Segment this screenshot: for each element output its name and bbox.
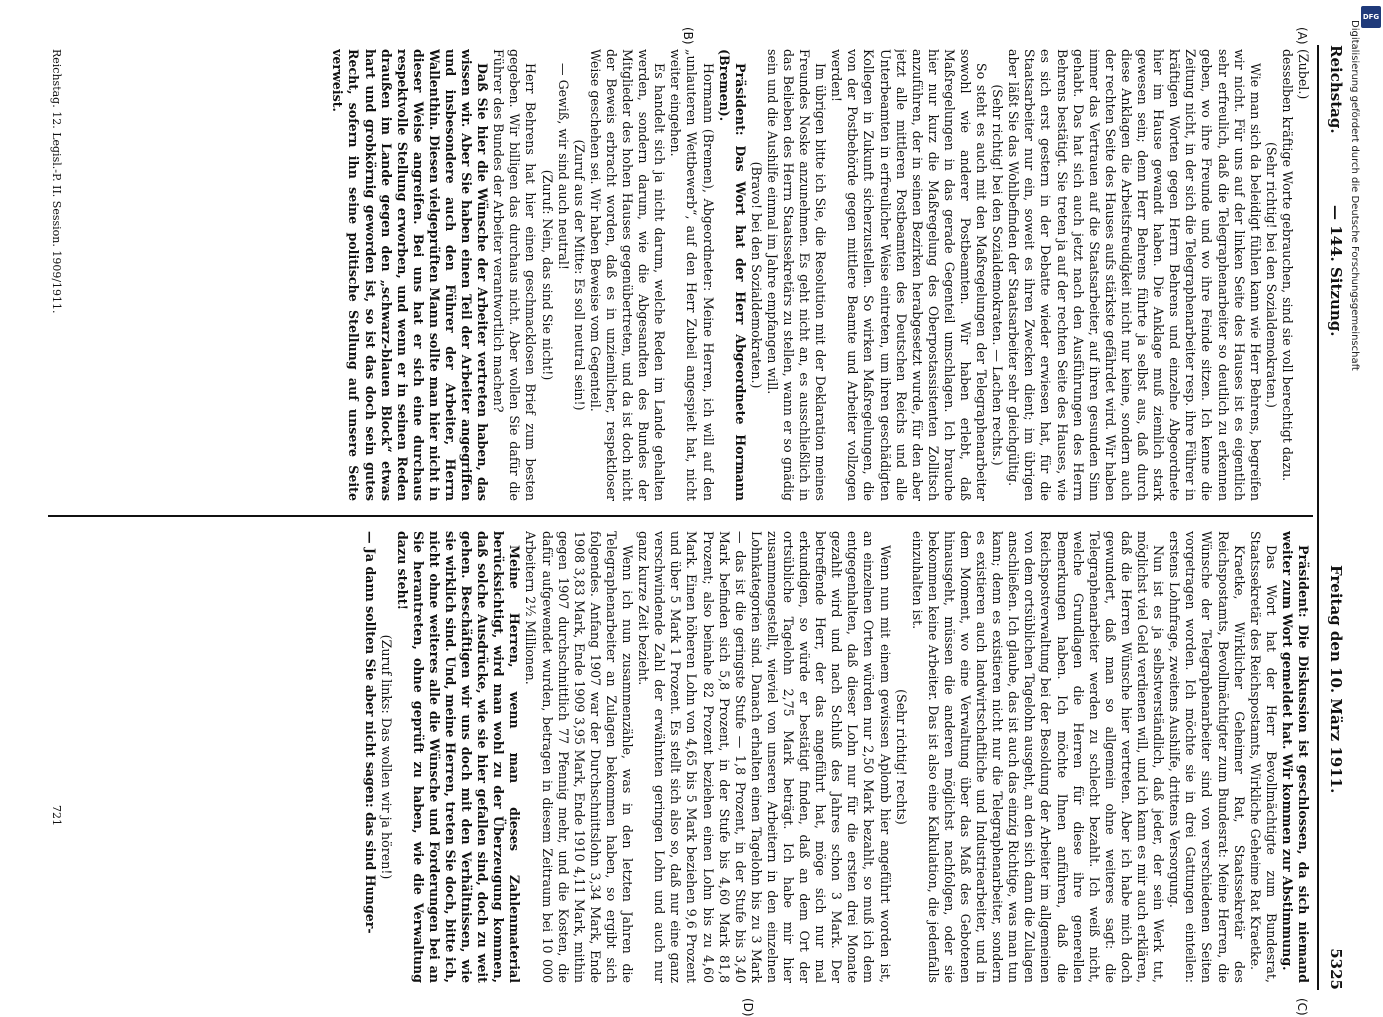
paragraph: Nun ist es ja selbstverständlich, daß jeder, der sein Werk tut, möglichst viel Geld verdienen will, und ich kann es mir auch erklären, daß die Herren Wünsche hier vertreten. Aber ich habe mich doch gewundert, daß man so allgemein ohne weiteres sagt: die Telegraphenarbeiter werden zu schlecht bezahlt. Ich weiß nicht, welche Grundlagen die Herren für diese ihre generellen Bemerkungen haben. Ich möchte Ihnen anführen, daß die Reichspostverwaltung bei der Besoldung der Arbeiter im allgemeinen von dem ortsüblichen Tagelohn ausgeht, an den sich dann die Zulagen anschließen. Ich glaube, das ist auch das einzig Richtige, was man tun kann; denn es existieren nicht nur die Telegraphenarbeiter, sondern es existieren auch landwirtschaftliche und Industriearbeiter, und in dem Moment, wo eine Verwaltung über das Maß des Gebotenen hinausgeht, müssen die anderen möglichst nachfolgen, oder sie bekommen keine Arbeiter. Das ist also eine Kalkulation, die jedenfalls einzuhalten ist. — [909, 531, 1167, 983]
header-rule — [1317, 45, 1319, 990]
interjection: (Zuruf: Nein, das sind Sie nicht!) — [539, 169, 555, 381]
paragraph: Wie man sich da beleidigt fühlen kann wie Herr Behrens, begreifen wir nicht. Für uns auf der linken Seite des Hauses ist es eigentlich sehr erfreulich, daß die Telegraphenarbeiter so deutlich zu erkennen geben, wo ihre Freunde und wo ihre Feinde sitzen. Ich kenne die Zeitung nicht, in der sich die Telegraphenarbeiter resp. ihre Führer in kräftigen Worten gegen Herrn Behrens und einzelne Abgeordnete hier im Hause gewandt haben. Die Anklage muß ziemlich stark gewesen sein; denn Herr Behrens führte ja selbst aus, daß durch diese Anklagen die Arbeitsfreudigkeit nicht nur keine, sondern auch der rechten Seite des Hauses aufs stärkste gefährdet wird. Wir haben immer das Vertrauen auf die Staatsarbeiter, auf ihren gesunden Sinn gehabt. Das hat sich auch jetzt nach den Ausführungen des Herrn Behrens bestätigt. Sie treten ja auf der rechten Seite des Hauses, wie es sich erst gestern in der Debatte wieder erwiesen hat, für die Staatsarbeiter nur ein, soweit es ihren Zwecken dient; im übrigen aber läßt Sie das Wohlbefinden der Staatsarbeiter sehr gleichgültig. — [1006, 49, 1263, 501]
speaker-paragraph: Kraetke, Wirklicher Geheimer Rat, Staatssekretär des Reichspostamts, Bevollmächtigter zum Bundesrat: Meine Herren, die Wünsche der Telegraphenarbeiter sind von verschiedenen Seiten vorgetragen worden. Ich möchte sie in drei Gattungen einteilen: erstens Lohnfrage, zweitens Aushilfe, drittens Versorgung. — [1167, 531, 1247, 983]
interjection: (Sehr richtig! bei den Sozialdemokraten. — Lachen rechts.) — [990, 84, 1006, 466]
header-session: — 144. Sitzung. — [1327, 205, 1345, 337]
paragraph: So steht es auch mit den Maßregelungen der Telegraphenarbeiter sowohl wie anderer Postbeamten. Wir haben erlebt, daß Maßregelungen in das gerade Gegenteil umschlagen. Ich brauche hier nur kurz die Maßregelung des Oberpostassistenten Zollitsch anzuführen, der in seinen Bezirken herabgesetzt wurde, für den aber jetzt alle mittleren Postbeamten des Deutschen Reichs und alle Unterbeamten in erfreulicher Weise eintreten, um ihren geschädigten Kollegen in Zukunft sicherzustellen. So wirken Maßregelungen, die von der Postbehörde gegen mittlere Beamte und Arbeiter vollzogen werden! — [829, 49, 990, 501]
speaker-paragraph: Hormann (Bremen), Abgeordneter: Meine Herren, ich will auf den „unlauteren Wettbewerb“, auf den Herr Zubeil angespielt hat, nicht weiter eingehen. — [668, 49, 716, 501]
header-page-number: 5325 — [1327, 948, 1345, 990]
footer-signature-number: 721 — [50, 805, 63, 826]
paragraph: (Zubel.) — [1296, 49, 1311, 100]
paragraph: Wenn ich nun zusammenzähle, was in den letzten Jahren die Telegraphenarbeiter an Zulagen bekommen haben, so ergibt sich folgendes. Anfang 1907 war der Durchschnittslohn 3,34 Mark, Ende 1908 3,83 Mark, Ende 1909 3,95 Mark, Ende 1910 4,11 Mark, mithin gegen 1907 durchschnittlich 77 Pfennig mehr, und die Kosten, die dafür aufgewendet wurden, betragen in diesem Zeitraum bei 10 000 Arbeitern 2¹⁄₂ Millionen. — [523, 531, 636, 983]
speaker-paragraph: Präsident: Die Diskussion ist geschlossen, da sich niemand weiter zum Wort gemeldet hat. Wir kommen zur Abstimmung. — [1279, 531, 1311, 983]
paragraph: Es handelt sich ja nicht darum, welche Reden im Lande gehalten werden, sondern darum, wie die Abgesandten des Bundes der Mitglieder des hohen Hauses gegenübertreten, und da ist doch nicht der Beweis erbracht worden, daß es in unziemlicher, respektloser Weise geschehen sei. Wir haben Beweise vom Gegenteil. — [587, 49, 668, 501]
paragraph: Meine Herren, wenn man dieses Zahlenmaterial berücksichtigt, wird man wohl zu der Überzeugung kommen, daß solche Ausdrücke, wie sie hier gefallen sind, doch zu weit gehen. Beschäftigen wir uns doch mit den Verhältnissen, wie sie wirklich sind. Und, meine Herren, treten Sie doch, bitte ich, nicht ohne weiteres alle die Wünsche und Forderungen bei an Sie herantreten, ohne geprüft zu haben, wie die Verwaltung dazu steht! — [394, 531, 523, 983]
margin-marker-c: (C) — [1295, 998, 1309, 1016]
left-column — [46, 49, 1311, 501]
header-title: Reichstag. — [1327, 45, 1345, 134]
paragraph: Im übrigen bitte ich Sie, die Resolution mit der Deklaration meines Freundes Noske anzunehmen. Es geht nicht an, es ausschließlich in das Belieben des Herrn Staatssekretärs zu stellen, wann er so gnädig sein und die Aushilfe einmal im Jahre empfangen will. — [764, 49, 829, 501]
scanned-page — [40, 27, 1345, 1017]
paragraph: Herr Behrens hat hier einen geschmacklosen Brief zum besten gegeben. Wir billigen das durchaus nicht. Aber wollen Sie dafür die Führer des Bundes der Arbeiter verantwortlich machen? — [491, 49, 539, 501]
interjection: (Sehr richtig! rechts) — [893, 689, 909, 825]
interjection: (Zuruf aus der Mitte: Es soll neutral sein!) — [571, 139, 587, 411]
interjection: (Sehr richtig! bei den Sozialdemokraten.) — [1263, 142, 1279, 408]
right-column — [46, 531, 1311, 983]
interjection: (Bravo! bei den Sozialdemokraten.) — [748, 161, 764, 389]
margin-marker-d: (D) — [741, 998, 755, 1017]
margin-marker-b: (B) — [681, 27, 695, 45]
footer-session-info: Reichstag. 12. Legisl.-P. II. Session. 1909/1911. — [50, 49, 63, 314]
paragraph: Das Wort hat der Herr Bevollmächtigte zum Bundesrat, Staatssekretär des Reichspostamts, Wirkliche Geheime Rat Kraetke. — [1247, 531, 1279, 983]
dfg-logo-icon: DFG — [1361, 6, 1381, 28]
paragraph: Wenn nun mit einem gewissen Aplomb hier angeführt worden ist, an einzelnen Orten würden nur 2,50 Mark bezahlt, so muß ich dem entgegenhalten, daß dieser Lohn nur für die ersten drei Monate gezahlt wird und nach Schluß des Jahres schon 3 Mark. Der betreffende Herr, der das angeführt hat, möge sich nur mal erkundigen, so würde er bestätigt finden, daß an dem Ort der ortsübliche Tagelohn 2,75 Mark beträgt. Ich habe mir hier zusammengestellt, wieviel von unseren Arbeitern in den einzelnen Lohnkategorien sind. Danach erhalten einen Tagelohn bis zu 3 Mark — das ist die geringste Stufe — 1,8 Prozent, in der Stufe bis 3,40 Mark befinden sich 5,8 Prozent, in der Stufe bis 4,60 Mark 81,8 Prozent; also beinahe 82 Prozent beziehen einen Lohn bis zu 4,60 Mark. Einen höheren Lohn von 4,65 bis 5 Mark beziehen 9,6 Prozent und über 5 Mark 1 Prozent. Es stellt sich also so, daß nur eine ganz verschwindende Zahl der erwähnten geringen Lohn und auch nur ganz kurze Zeit bezieht. — [636, 531, 893, 983]
column-divider — [48, 515, 1313, 517]
interjection: (Zuruf links: Das wollen wir ja hören!) — [378, 634, 394, 880]
paragraph: Daß Sie hier die Wünsche der Arbeiter vertreten haben, das wissen wir. Aber Sie haben einen Teil der Arbeiter angegriffen und insbesondere auch den Führer der Arbeiter, Herrn Wallenthin. Diesen vielgeprüften Mann sollte man hier nicht in dieser Weise angreifen. Bei uns hat er sich eine durchaus respektvolle Stellung erworben, und wenn er in seinen Reden draußen im Lande gegen den „schwarz-blauen Block“ etwas hart und grobkörnig geworden ist, so ist das doch sein gutes Recht, sofern ihn seine politische Stellung auf unsere Seite verweist. — [330, 49, 491, 501]
margin-marker-a: (A) — [1295, 27, 1309, 45]
speaker-paragraph: Präsident: Das Wort hat der Herr Abgeordnete Hormann (Bremen). — [716, 49, 748, 501]
paragraph: desselben kräftige Worte gebrauchen, sind sie voll berechtigt dazu. — [1279, 49, 1295, 482]
header-date: Freitag den 10. März 1911. — [1327, 565, 1345, 794]
paragraph: — Ja dann sollten Sie aber nicht sagen: das sind Hunger- — [362, 531, 378, 934]
paragraph: — Gewiß, wir sind auch neutral! — [555, 63, 571, 270]
funding-note: Digitalisierung gefördert durch die Deutsche Forschungsgemeinschaft — [1349, 20, 1360, 371]
